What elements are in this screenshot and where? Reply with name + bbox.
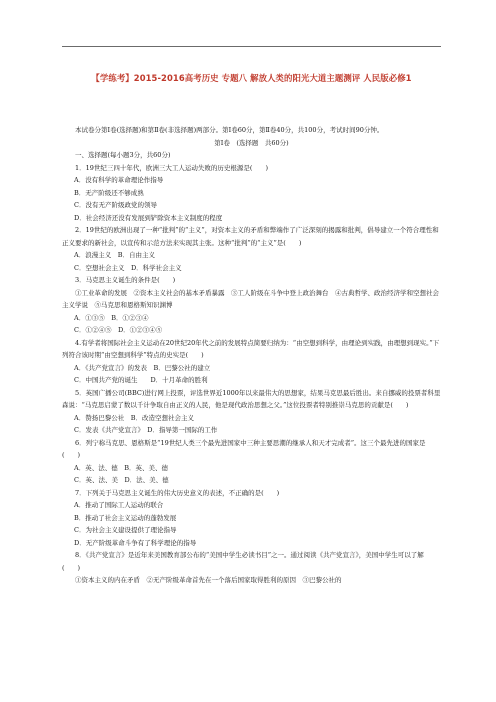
question-1	[62, 162, 441, 225]
question-stem: 8．《共产党宣言》是近年来美国教育部公布的“美国中学生必读书目”之一。通过阅读《共产党宣言》，美国中学生可以了解( )	[62, 551, 424, 572]
question-option: D．无产阶级革命斗争有了科学理论的指导	[74, 538, 197, 547]
question-option: A．《共产党宣言》的发表 B．巴黎公社的建立	[74, 363, 211, 372]
question-2	[62, 224, 441, 274]
question-option: B．无产阶级还不够成熟	[74, 188, 144, 197]
question-6	[62, 437, 441, 487]
question-option: C．英、法、美 D．法、美、德	[74, 476, 169, 484]
question-option: A．①③⑤ B．①②③④	[74, 313, 149, 322]
question-option: A．没有科学的革命理论作指导	[74, 176, 164, 184]
question-option: C．中国共产党的诞生 D．十月革命的胜利	[74, 376, 208, 384]
question-3	[62, 274, 441, 337]
question-option: A．赞扬巴黎公社 B．改造空想社会主义	[74, 413, 194, 422]
question-stem: 5．英国广播公司(BBC)进行网上投票，评选世界近1000年以来最伟大的思想家，结果马克思最后胜出。来自挪威的投票者科里森说：“马克思启蒙了数以千计争取自由正义的人民，他是现代政治思想之父。”这位投票者特别推崇马克思的贡献是( )	[62, 388, 441, 409]
question-stem: 3．马克思主义诞生的条件是( )	[75, 276, 176, 284]
question-option: A．推动了国际工人运动的联合	[74, 501, 164, 509]
question-stem: 2．19世纪的欧洲出现了一种“批判”的“主义”，对资本主义的矛盾和弊端作了广泛深刻的揭露和批判，倡导建立一个符合理性和正义要求的新社会，以宣传和示范方法来实现其主张。这种“批判”的“主义”是( )	[62, 226, 439, 247]
question-option: C．①②④⑤ D．①②③④⑤	[74, 326, 163, 334]
question-option: C．没有无产阶级政党的领导	[74, 201, 157, 209]
part-heading: 一、选择题(每小题3分，共60分)	[75, 151, 171, 159]
section-heading: 第Ⅰ卷 (选择题 共60分)	[214, 138, 289, 147]
question-option: C．发表《共产党宣言》 D．指导第一国际的工作	[74, 426, 218, 434]
question-stem: 4.有学者将国际社会主义运动在20世纪20年代之前的发展特点简要归纳为：“由空想到科学，由理论到实践，由理想到现实。”下列符合该时期“由空想到科学”特点的史实是( )	[62, 338, 440, 359]
question-option: A．英、法、德 B．英、美、德	[74, 463, 168, 472]
question-option: ①资本主义的内在矛盾 ②无产阶级革命首先在一个落后国家取得胜利的原因 ③巴黎公社的	[75, 576, 342, 584]
question-option: B．推动了社会主义运动的蓬勃发展	[74, 513, 177, 522]
question-option: A．浪漫主义 B．自由主义	[74, 251, 155, 259]
question-4	[62, 337, 441, 387]
question-stem: 7．下列关于马克思主义诞生的伟大历史意义的表述，不正确的是( )	[75, 488, 280, 497]
question-stem: 6．列宁称马克思、恩格斯是“19世纪人类三个最先进国家中三种主要思潮的继承人和天才完成者”。这三个最先进的国家是( )	[62, 438, 426, 459]
header-rule	[62, 46, 441, 47]
document-body	[62, 124, 441, 587]
question-5	[62, 387, 441, 437]
question-7	[62, 487, 441, 550]
question-8	[62, 549, 441, 587]
question-stem: 1．19世纪三四十年代，欧洲三大工人运动失败的历史根源是( )	[75, 163, 268, 172]
question-option: ①工业革命的发展 ②资本主义社会的基本矛盾暴露 ③工人阶级在斗争中登上政治舞台 ④古典哲学、政治经济学和空想社会主义学说 ⑤马克思和恩格斯知识渊博	[62, 288, 439, 309]
intro-text: 本试卷分第Ⅰ卷(选择题)和第Ⅱ卷(非选择题)两部分。第Ⅰ卷60分，第Ⅱ卷40分，共100分，考试时间90分钟。	[75, 126, 384, 134]
question-option: C．为社会主义建设提供了理论指导	[74, 526, 177, 534]
question-option: C．空想社会主义 D．科学社会主义	[74, 263, 182, 272]
question-option: D．社会经济还没有发展到铲除资本主义制度的程度	[74, 213, 223, 222]
document-title: 【学练考】2015-2016高考历史 专题八 解放人类的阳光大道主题测评 人民版必修1	[91, 73, 412, 83]
